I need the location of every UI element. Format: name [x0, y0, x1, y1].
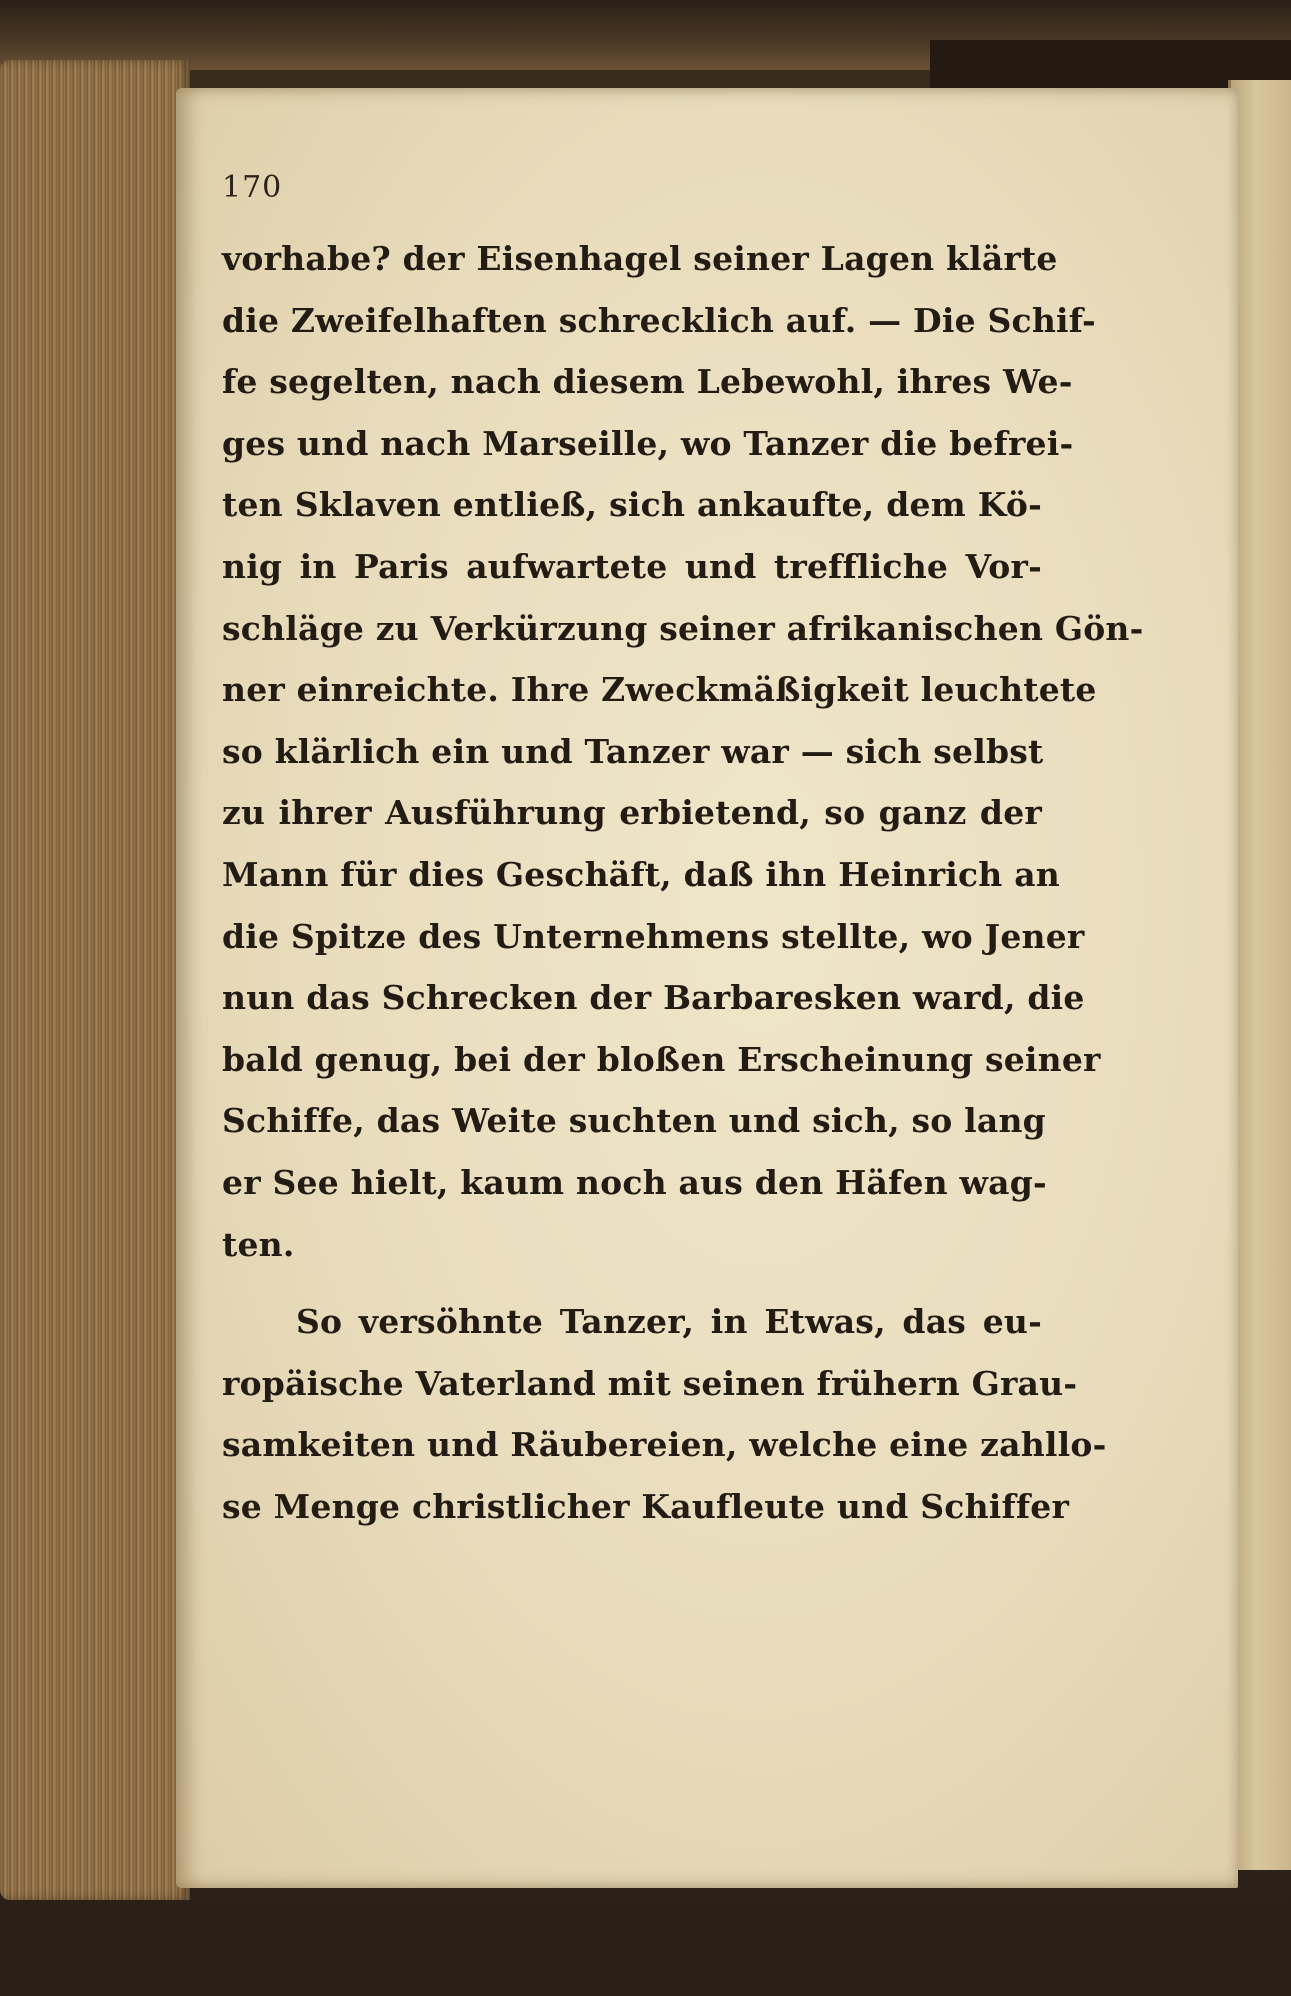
- text-line: schläge zu Verkürzung seiner afrikanischen Gön-: [222, 608, 1144, 648]
- paragraph-break: [222, 1275, 1042, 1291]
- text-line: ten Sklaven entließ, sich ankaufte, dem Kö-: [222, 485, 1042, 525]
- text-line: nun das Schrecken der Barbaresken ward, die: [222, 978, 1085, 1018]
- text-line: die Zweifelhaften schrecklich auf. — Die Schif-: [222, 300, 1096, 340]
- text-line: ropäische Vaterland mit seinen frühern Grau-: [222, 1363, 1078, 1403]
- paragraph-end-line: ten.: [222, 1224, 295, 1264]
- text-line: ges und nach Marseille, wo Tanzer die befrei-: [222, 423, 1074, 463]
- text-line: er See hielt, kaum noch aus den Häfen wag-: [222, 1162, 1047, 1202]
- text-line: vorhabe? der Eisenhagel seiner Lagen klärte: [222, 239, 1058, 278]
- text-line: die Spitze des Unternehmens stellte, wo Jener: [222, 916, 1085, 956]
- text-line: bald genug, bei der bloßen Erscheinung seiner: [222, 1039, 1101, 1079]
- text-line: fe segelten, nach diesem Lebewohl, ihres We-: [222, 362, 1073, 402]
- text-line: Mann für dies Geschäft, daß ihn Heinrich an: [222, 854, 1060, 894]
- text-line: zu ihrer Ausführung erbietend, so ganz der: [222, 793, 1042, 833]
- paragraph-start-line: So versöhnte Tanzer, in Etwas, das eu-: [296, 1302, 1042, 1342]
- text-line: Schiffe, das Weite suchten und sich, so lang: [222, 1101, 1046, 1141]
- page-block-edges: [0, 60, 190, 1900]
- text-line: nig in Paris aufwartete und treffliche Vor-: [222, 546, 1042, 586]
- text-line: samkeiten und Räubereien, welche eine zahllo-: [222, 1425, 1107, 1465]
- text-line: so klärlich ein und Tanzer war — sich selbst: [222, 731, 1044, 771]
- page-number: 170: [222, 170, 283, 205]
- text-line: ner einreichte. Ihre Zweckmäßigkeit leuchtete: [222, 670, 1097, 710]
- text-line: se Menge christlicher Kaufleute und Schiffer: [222, 1486, 1070, 1526]
- body-text: [222, 228, 1144, 1537]
